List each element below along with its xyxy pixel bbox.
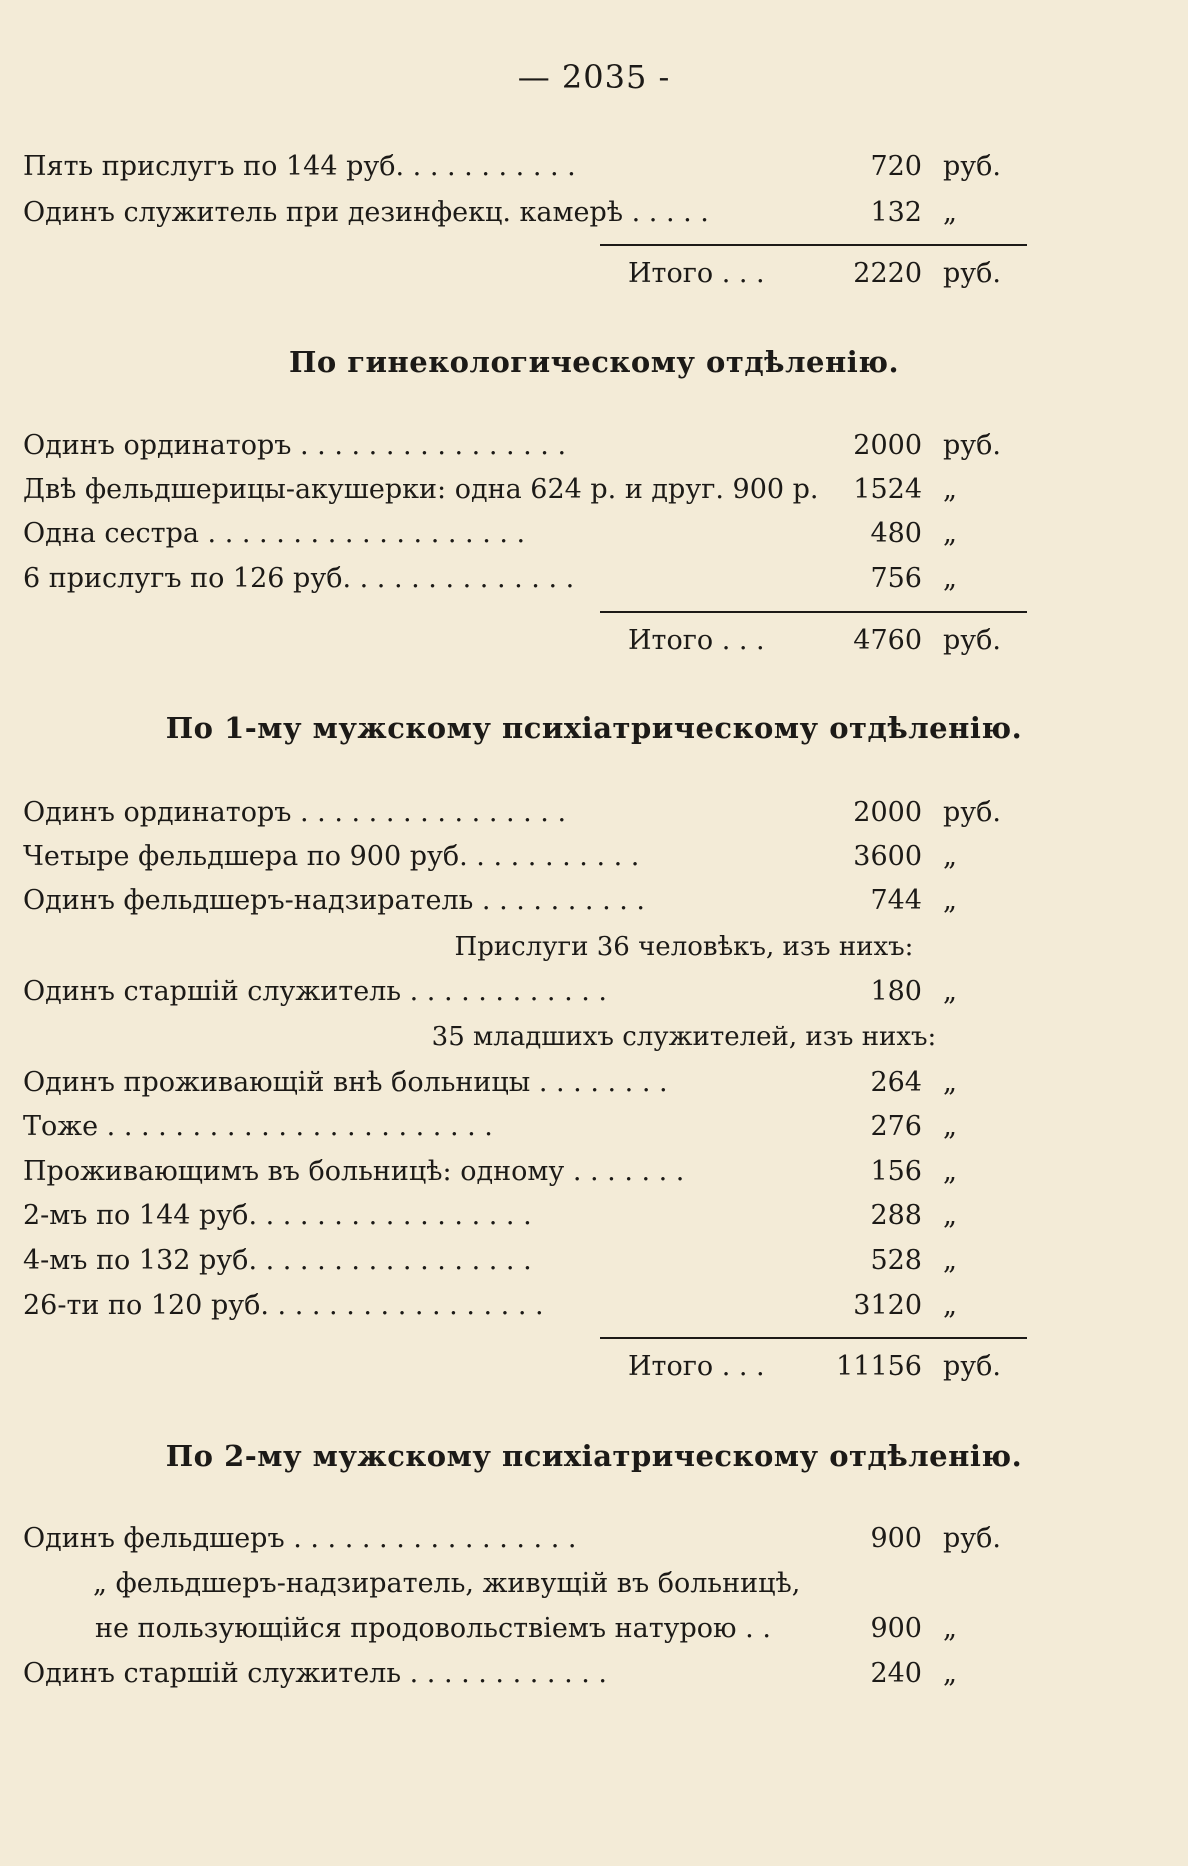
total-unit: руб. bbox=[943, 625, 1002, 656]
item-label: Одинъ фельдшеръ-надзиратель . . . . . . . . . . bbox=[23, 885, 646, 916]
total-row bbox=[23, 621, 1003, 661]
total-rule bbox=[600, 244, 1027, 246]
item-unit: „ bbox=[943, 1111, 957, 1142]
line-item bbox=[23, 1196, 1003, 1236]
item-label: Четыре фельдшера по 900 руб. . . . . . . . . . . bbox=[23, 841, 640, 872]
item-label: Одинъ старшій служитель . . . . . . . . . . . . bbox=[23, 976, 608, 1007]
item-amount: 480 bbox=[870, 518, 922, 549]
line-item bbox=[23, 1564, 1003, 1604]
section-heading: По 2-му мужскому психіатрическому отдѣленію. bbox=[165, 1439, 1023, 1473]
item-label: Проживающимъ въ больницѣ: одному . . . . . . . bbox=[23, 1156, 685, 1187]
total-unit: руб. bbox=[943, 1351, 1002, 1382]
line-item bbox=[23, 426, 1003, 466]
total-label: Итого . . . bbox=[628, 1351, 765, 1382]
item-unit: „ bbox=[943, 1156, 957, 1187]
total-row bbox=[23, 254, 1003, 294]
item-unit: руб. bbox=[943, 151, 1002, 182]
item-amount: 528 bbox=[870, 1245, 922, 1276]
line-item bbox=[23, 1152, 1003, 1192]
item-amount: 1524 bbox=[853, 474, 922, 505]
item-unit: „ bbox=[943, 197, 957, 228]
item-amount: 180 bbox=[870, 976, 922, 1007]
item-amount: 3600 bbox=[853, 841, 922, 872]
item-unit: „ bbox=[943, 1290, 957, 1321]
total-label: Итого . . . bbox=[628, 258, 765, 289]
line-item bbox=[23, 837, 1003, 877]
item-label: Одинъ ординаторъ . . . . . . . . . . . . . . . . bbox=[23, 430, 567, 461]
item-amount: 3120 bbox=[853, 1290, 922, 1321]
item-unit: „ bbox=[943, 1067, 957, 1098]
item-amount: 2000 bbox=[853, 797, 922, 828]
item-label: Одинъ ординаторъ . . . . . . . . . . . . . . . . bbox=[23, 797, 567, 828]
item-label: Одинъ старшій служитель . . . . . . . . . . . . bbox=[23, 1658, 608, 1689]
subheading: Прислуги 36 человѣкъ, изъ нихъ: bbox=[454, 932, 914, 962]
item-amount: 900 bbox=[870, 1523, 922, 1554]
item-amount: 276 bbox=[870, 1111, 922, 1142]
item-unit: „ bbox=[943, 1613, 957, 1644]
item-label: Тоже . . . . . . . . . . . . . . . . . . . . . . . bbox=[23, 1111, 493, 1142]
total-unit: руб. bbox=[943, 258, 1002, 289]
item-unit: руб. bbox=[943, 1523, 1002, 1554]
item-unit: „ bbox=[943, 474, 957, 505]
total-amount: 2220 bbox=[853, 258, 922, 289]
line-item bbox=[23, 1519, 1003, 1559]
line-item bbox=[23, 559, 1003, 599]
line-item bbox=[23, 1063, 1003, 1103]
item-label: Двѣ фельдшерицы-акушерки: одна 624 р. и друг. 900 р. bbox=[23, 474, 819, 505]
item-amount: 2000 bbox=[853, 430, 922, 461]
item-unit: „ bbox=[943, 976, 957, 1007]
item-amount: 240 bbox=[870, 1658, 922, 1689]
item-unit: „ bbox=[943, 1245, 957, 1276]
item-label: Одна сестра . . . . . . . . . . . . . . . . . . . bbox=[23, 518, 526, 549]
item-unit: „ bbox=[943, 563, 957, 594]
total-label: Итого . . . bbox=[628, 625, 765, 656]
line-item bbox=[23, 470, 1003, 510]
page-number: — 2035 - bbox=[517, 58, 671, 96]
item-amount: 264 bbox=[870, 1067, 922, 1098]
line-item bbox=[23, 1107, 1003, 1147]
line-item bbox=[23, 1241, 1003, 1281]
section-heading: По гинекологическому отдѣленію. bbox=[288, 345, 900, 379]
line-item bbox=[23, 793, 1003, 833]
item-label: Одинъ проживающій внѣ больницы . . . . . . . . bbox=[23, 1067, 668, 1098]
item-label: не пользующійся продовольствіемъ натурою . . bbox=[95, 1613, 771, 1644]
item-label: Одинъ служитель при дезинфекц. камерѣ . . . . . bbox=[23, 197, 709, 228]
item-label: Пять прислугъ по 144 руб. . . . . . . . . . . bbox=[23, 151, 576, 182]
item-unit: руб. bbox=[943, 797, 1002, 828]
item-amount: 900 bbox=[870, 1613, 922, 1644]
total-amount: 11156 bbox=[836, 1351, 922, 1382]
item-unit: „ bbox=[943, 885, 957, 916]
line-item bbox=[23, 1609, 1003, 1649]
item-amount: 156 bbox=[870, 1156, 922, 1187]
item-unit: руб. bbox=[943, 430, 1002, 461]
item-unit: „ bbox=[943, 518, 957, 549]
item-amount: 132 bbox=[870, 197, 922, 228]
item-amount: 744 bbox=[870, 885, 922, 916]
item-label: 2-мъ по 144 руб. . . . . . . . . . . . . . . . . bbox=[23, 1200, 532, 1231]
line-item bbox=[23, 147, 1003, 187]
item-label: 4-мъ по 132 руб. . . . . . . . . . . . . . . . . bbox=[23, 1245, 532, 1276]
item-label: Одинъ фельдшеръ . . . . . . . . . . . . . . . . . bbox=[23, 1523, 577, 1554]
line-item bbox=[23, 972, 1003, 1012]
item-amount: 288 bbox=[870, 1200, 922, 1231]
line-item bbox=[23, 514, 1003, 554]
line-item bbox=[23, 881, 1003, 921]
total-row bbox=[23, 1347, 1003, 1387]
item-label: „ фельдшеръ-надзиратель, живущій въ больницѣ, bbox=[93, 1568, 801, 1599]
item-amount: 720 bbox=[870, 151, 922, 182]
subheading: 35 младшихъ служителей, изъ нихъ: bbox=[431, 1022, 937, 1052]
item-unit: „ bbox=[943, 841, 957, 872]
section-heading: По 1-му мужскому психіатрическому отдѣленію. bbox=[165, 711, 1023, 745]
total-amount: 4760 bbox=[853, 625, 922, 656]
line-item bbox=[23, 1286, 1003, 1326]
item-label: 6 прислугъ по 126 руб. . . . . . . . . . . . . . bbox=[23, 563, 575, 594]
total-rule bbox=[600, 611, 1027, 613]
item-label: 26-ти по 120 руб. . . . . . . . . . . . . . . . . bbox=[23, 1290, 544, 1321]
item-unit: „ bbox=[943, 1200, 957, 1231]
total-rule bbox=[600, 1337, 1027, 1339]
item-amount: 756 bbox=[870, 563, 922, 594]
line-item bbox=[23, 1654, 1003, 1694]
item-unit: „ bbox=[943, 1658, 957, 1689]
line-item bbox=[23, 193, 1003, 233]
